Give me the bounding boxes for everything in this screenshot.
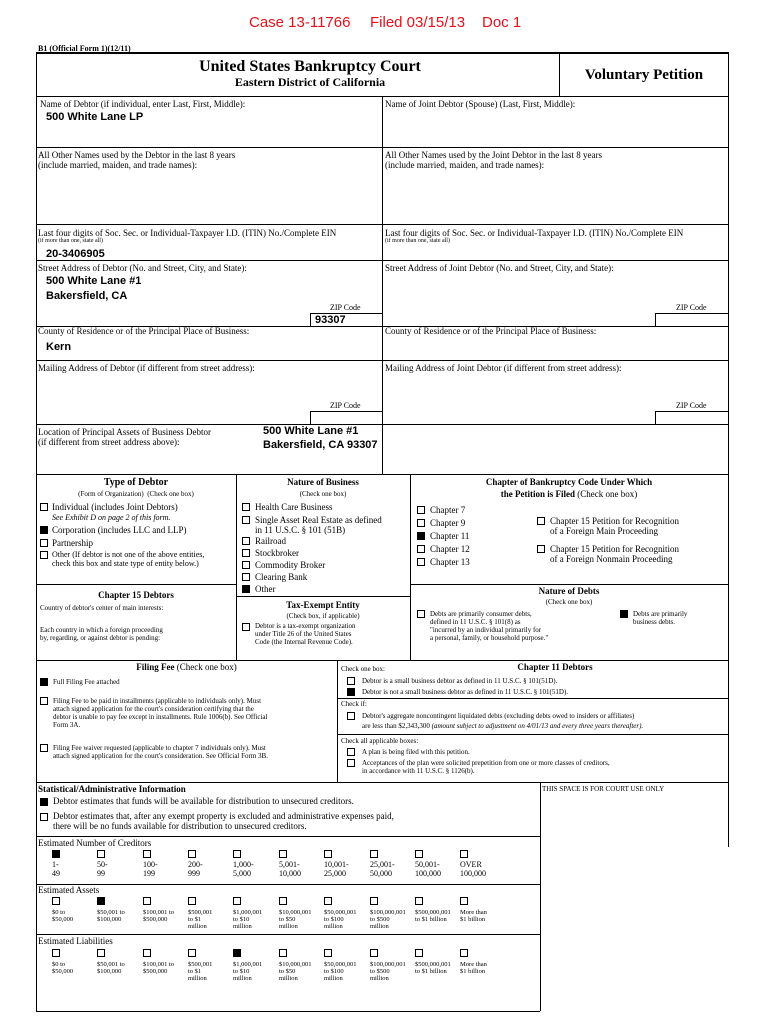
assets-option-label: $500,001 to $1 million: [188, 909, 213, 931]
chapter-11-label: Chapter 11: [430, 531, 470, 541]
tax-exempt-title: Tax-Exempt Entity: [286, 600, 360, 610]
ch11-check-one: Check one box:: [341, 665, 385, 673]
small-business-label: Debtor is a small business debtor as defined in 11 U.S.C. § 101(51D).: [362, 677, 558, 685]
assets-checkbox[interactable]: [460, 897, 468, 905]
business-debts-checkbox[interactable]: [620, 610, 628, 618]
filed-date: Filed 03/15/13: [370, 14, 466, 31]
debtor-street-2[interactable]: Bakersfield, CA: [46, 290, 128, 302]
assets-label: Estimated Assets: [38, 885, 100, 895]
liabilities-option-label: $100,001 to $500,000: [143, 961, 175, 976]
other-entity-label: Other (If debtor is not one of the above entities, check this box and state type of entity below.): [52, 550, 205, 569]
liabilities-checkbox[interactable]: [279, 949, 287, 957]
type-of-debtor-title: Type of Debtor: [103, 477, 169, 488]
creditors-option-label: 200- 999: [188, 860, 203, 878]
installments-checkbox[interactable]: [40, 697, 48, 705]
liabilities-checkbox[interactable]: [460, 949, 468, 957]
location-2[interactable]: Bakersfield, CA 93307: [263, 439, 378, 451]
liabilities-checkbox[interactable]: [97, 949, 105, 957]
doc-number: Doc 1: [482, 14, 522, 31]
chapter15-each-country-label: Each country in which a foreign proceeding by, regarding, or against debtor is pending:: [40, 626, 163, 643]
aggregate-debts-line2-wrap: [362, 722, 643, 730]
creditors-checkbox[interactable]: [324, 850, 332, 858]
creditors-option-label: 50- 99: [97, 860, 108, 878]
chapter15-title: Chapter 15 Debtors: [98, 590, 174, 600]
nature-business-subtitle: (Check one box): [299, 490, 347, 498]
other-business-label: Other: [255, 584, 276, 594]
debtor-street-label: Street Address of Debtor (No. and Street, City, and State):: [38, 263, 247, 273]
liabilities-option-label: More than $1 billion: [460, 961, 487, 976]
creditors-option-label: 100- 199: [143, 860, 158, 878]
plan-filed-checkbox[interactable]: [347, 748, 355, 756]
district-name: Eastern District of California: [234, 75, 386, 89]
filing-fee-title: Filing Fee: [136, 662, 175, 672]
check-if-label: Check if:: [341, 700, 367, 708]
assets-option-label: $50,001 to $100,000: [97, 909, 125, 924]
single-asset-checkbox[interactable]: [242, 516, 250, 524]
assets-option-label: More than $1 billion: [460, 909, 487, 924]
liabilities-option-label: $500,001 to $1 million: [188, 961, 213, 983]
tax-exempt-checkbox[interactable]: [242, 623, 250, 631]
chapter-code-subtitle-wrap: [410, 489, 728, 499]
exhibit-d-note: See Exhibit D on page 2 of this form.: [52, 513, 171, 522]
creditors-option-label: 1,000- 5,000: [233, 860, 254, 878]
case-number: Case 13-11766: [249, 14, 351, 31]
form-id: B1 (Official Form 1)(12/11): [38, 44, 131, 53]
joint-county-label: County of Residence or of the Principal Place of Business:: [385, 326, 597, 336]
stockbroker-checkbox[interactable]: [242, 549, 250, 557]
chapter15-main-label: Chapter 15 Petition for Recognition of a Foreign Main Proceeding: [550, 516, 679, 537]
type-of-debtor-subtitle: (Form of Organization) (Check one box): [78, 490, 194, 498]
debtor-mailing-label: Mailing Address of Debtor (if different from street address):: [38, 363, 255, 373]
debtor-name[interactable]: 500 White Lane LP: [46, 111, 144, 123]
joint-ein-label: Last four digits of Soc. Sec. or Individual-Taxpayer I.D. (ITIN) No./Complete EIN: [385, 228, 684, 238]
liabilities-checkbox[interactable]: [233, 949, 241, 957]
creditors-checkbox[interactable]: [370, 850, 378, 858]
liabilities-checkbox[interactable]: [370, 949, 378, 957]
no-funds-checkbox[interactable]: [40, 813, 48, 821]
chapter15-main-checkbox[interactable]: [537, 517, 545, 525]
debtor-other-names-label: All Other Names used by the Debtor in the last 8 years (include married, maiden, and trade names):: [38, 150, 236, 171]
joint-zip-label: ZIP Code: [676, 303, 707, 312]
partnership-label: Partnership: [52, 538, 93, 548]
debtor-mailing-zip-label: ZIP Code: [330, 401, 361, 410]
corporation-label: Corporation (includes LLC and LLP): [52, 525, 187, 535]
liabilities-option-label: $500,000,001 to $1 billion: [415, 961, 451, 976]
joint-mailing-zip-label: ZIP Code: [676, 401, 707, 410]
partnership-checkbox[interactable]: [40, 539, 48, 547]
chapter15-nonmain-label: Chapter 15 Petition for Recognition of a Foreign Nonmain Proceeding: [550, 544, 679, 565]
chapter-11-checkbox[interactable]: [417, 532, 425, 540]
clearing-bank-checkbox[interactable]: [242, 573, 250, 581]
joint-ein-note: (if more than one, state all): [385, 238, 450, 244]
creditors-checkbox[interactable]: [52, 850, 60, 858]
chapter-code-title: Chapter of Bankruptcy Code Under Which: [485, 477, 653, 487]
liabilities-option-label: $1,000,001 to $10 million: [233, 961, 263, 983]
chapter-7-label: Chapter 7: [430, 505, 466, 515]
liabilities-option-label: $0 to $50,000: [52, 961, 74, 976]
commodity-broker-label: Commodity Broker: [255, 560, 326, 570]
waiver-checkbox[interactable]: [40, 744, 48, 752]
court-use-label: THIS SPACE IS FOR COURT USE ONLY: [542, 785, 665, 793]
debtor-ein-note: (if more than one, state all): [38, 238, 103, 244]
creditors-checkbox[interactable]: [97, 850, 105, 858]
location-1[interactable]: 500 White Lane #1: [263, 425, 359, 437]
creditors-option-label: 25,001- 50,000: [370, 860, 395, 878]
creditors-label: Estimated Number of Creditors: [38, 838, 152, 848]
aggregate-debts-label: Debtor's aggregate noncontingent liquidated debts (excluding debts owed to insiders or affiliates): [362, 712, 635, 720]
creditors-option-label: 10,001- 25,000: [324, 860, 349, 878]
creditors-checkbox[interactable]: [188, 850, 196, 858]
acceptances-label: Acceptances of the plan were solicited prepetition from one or more classes of creditors, in accordance with 11 U.S.C. § 1126(b).: [362, 759, 610, 776]
funds-available-label: Debtor estimates that funds will be available for distribution to unsecured creditors.: [53, 796, 354, 806]
chapter-9-label: Chapter 9: [430, 518, 466, 528]
chapter15-nonmain-checkbox[interactable]: [537, 545, 545, 553]
railroad-label: Railroad: [255, 536, 286, 546]
assets-checkbox[interactable]: [188, 897, 196, 905]
creditors-option-label: 50,001- 100,000: [415, 860, 441, 878]
creditors-checkbox[interactable]: [143, 850, 151, 858]
filing-fee-title-wrap: [36, 662, 337, 672]
assets-option-label: $0 to $50,000: [52, 909, 74, 924]
assets-option-label: $50,000,001 to $100 million: [324, 909, 357, 931]
single-asset-label: Single Asset Real Estate as defined in 11 U.S.C. § 101 (51B): [255, 515, 382, 536]
chapter-13-checkbox[interactable]: [417, 558, 425, 566]
debtor-zip[interactable]: 93307: [315, 314, 346, 326]
consumer-debts-label: Debts are primarily consumer debts, defined in 11 U.S.C. § 101(8) as "incurred by an individual primarily for a personal, family, or household purpose.": [430, 610, 549, 643]
creditors-checkbox[interactable]: [460, 850, 468, 858]
nature-debts-subtitle: (Check one box): [545, 598, 593, 606]
chapter-12-checkbox[interactable]: [417, 545, 425, 553]
waiver-label: Filing Fee waiver requested (applicable to chapter 7 individuals only). Must attach signed application for the court's consideration. See Official Form 3B.: [53, 744, 268, 761]
full-fee-label: Full Filing Fee attached: [53, 678, 120, 686]
individual-label: Individual (includes Joint Debtors): [52, 502, 178, 512]
other-business-checkbox[interactable]: [242, 585, 250, 593]
assets-checkbox[interactable]: [97, 897, 105, 905]
assets-option-label: $10,000,001 to $50 million: [279, 909, 312, 931]
liabilities-checkbox[interactable]: [52, 949, 60, 957]
creditors-checkbox[interactable]: [415, 850, 423, 858]
funds-available-checkbox[interactable]: [40, 798, 48, 806]
stockbroker-label: Stockbroker: [255, 548, 299, 558]
liabilities-checkbox[interactable]: [415, 949, 423, 957]
stats-title: Statistical/Administrative Information: [38, 784, 186, 794]
joint-other-names-label: All Other Names used by the Joint Debtor in the last 8 years (include married, maiden, and trade names):: [385, 150, 602, 171]
full-fee-checkbox[interactable]: [40, 678, 48, 686]
location-label: Location of Principal Assets of Business Debtor (if different from street address above):: [38, 427, 211, 448]
creditors-checkbox[interactable]: [279, 850, 287, 858]
other-entity-checkbox[interactable]: [40, 551, 48, 559]
chapter15-country-label: Country of debtor's center of main interests:: [40, 604, 164, 612]
creditors-option-label: 1- 49: [52, 860, 60, 878]
nature-debts-title: Nature of Debts: [538, 586, 600, 596]
ch11-title: Chapter 11 Debtors: [517, 662, 593, 672]
filing-fee-note: (Check one box): [176, 662, 237, 672]
small-business-checkbox[interactable]: [347, 677, 355, 685]
corporation-checkbox[interactable]: [40, 526, 48, 534]
health-care-checkbox[interactable]: [242, 503, 250, 511]
court-name: United States Bankruptcy Court: [199, 58, 421, 75]
assets-option-label: $500,000,001 to $1 billion: [415, 909, 451, 924]
assets-checkbox[interactable]: [415, 897, 423, 905]
debtor-ein-label: Last four digits of Soc. Sec. or Individual-Taxpayer I.D. (ITIN) No./Complete EIN: [38, 228, 337, 238]
installments-label: Filing Fee to be paid in installments (applicable to individuals only). Must attach signed application for the court's consideration certifying that the debtor is unable to pay fee except in installments. Rule 1006(b). See Official Form 3A.: [53, 697, 268, 730]
liabilities-option-label: $10,000,001 to $50 million: [279, 961, 312, 983]
tax-exempt-subtitle: (Check box, if applicable): [286, 612, 360, 620]
not-small-business-checkbox[interactable]: [347, 688, 355, 696]
assets-checkbox[interactable]: [279, 897, 287, 905]
debtor-county[interactable]: Kern: [46, 341, 72, 353]
individual-checkbox[interactable]: [40, 503, 48, 511]
debtor-name-label: Name of Debtor (if individual, enter Last, First, Middle):: [40, 99, 246, 109]
assets-checkbox[interactable]: [370, 897, 378, 905]
chapter-13-label: Chapter 13: [430, 557, 470, 567]
chapter-9-checkbox[interactable]: [417, 519, 425, 527]
chapter-12-label: Chapter 12: [430, 544, 470, 554]
liabilities-checkbox[interactable]: [188, 949, 196, 957]
liabilities-label: Estimated Liabilities: [38, 936, 113, 946]
aggregate-debts-note: (amount subject to adjustment on 4/01/13 and every three years thereafter).: [431, 722, 644, 730]
joint-mailing-label: Mailing Address of Joint Debtor (if different from street address):: [385, 363, 622, 373]
assets-option-label: $100,000,001 to $500 million: [370, 909, 406, 931]
joint-street-label: Street Address of Joint Debtor (No. and Street, City, and State):: [385, 263, 614, 273]
assets-checkbox[interactable]: [233, 897, 241, 905]
liabilities-option-label: $100,000,001 to $500 million: [370, 961, 406, 983]
petition-type: Voluntary Petition: [584, 67, 704, 83]
health-care-label: Health Care Business: [255, 502, 333, 512]
chapter-code-note: (Check one box): [577, 489, 638, 499]
aggregate-debts-amount: are less than $2,343,300: [362, 722, 432, 730]
plan-filed-label: A plan is being filed with this petition.: [362, 748, 470, 756]
assets-checkbox[interactable]: [324, 897, 332, 905]
joint-name-label: Name of Joint Debtor (Spouse) (Last, First, Middle):: [385, 99, 576, 109]
debtor-street-1[interactable]: 500 White Lane #1: [46, 275, 142, 287]
liabilities-checkbox[interactable]: [143, 949, 151, 957]
chapter-code-title2: the Petition is Filed: [500, 489, 575, 499]
business-debts-label: Debts are primarily business debts.: [633, 610, 688, 627]
commodity-broker-checkbox[interactable]: [242, 561, 250, 569]
debtor-zip-label: ZIP Code: [330, 303, 361, 312]
assets-option-label: $100,001 to $500,000: [143, 909, 175, 924]
clearing-bank-label: Clearing Bank: [255, 572, 308, 582]
creditors-checkbox[interactable]: [233, 850, 241, 858]
not-small-business-label: Debtor is not a small business debtor as defined in 11 U.S.C. § 101(51D).: [362, 688, 569, 696]
assets-option-label: $1,000,001 to $10 million: [233, 909, 263, 931]
debtor-ein[interactable]: 20-3406905: [46, 248, 105, 260]
debtor-county-label: County of Residence or of the Principal Place of Business:: [38, 326, 250, 336]
acceptances-checkbox[interactable]: [347, 759, 355, 767]
aggregate-debts-checkbox[interactable]: [347, 712, 355, 720]
consumer-debts-checkbox[interactable]: [417, 610, 425, 618]
no-funds-label: Debtor estimates that, after any exempt property is excluded and administrative expenses paid, there will be no funds available for distribution to unsecured creditors.: [53, 811, 394, 832]
check-all-label: Check all applicable boxes:: [341, 737, 419, 745]
liabilities-option-label: $50,001 to $100,000: [97, 961, 125, 976]
railroad-checkbox[interactable]: [242, 537, 250, 545]
nature-business-title: Nature of Business: [287, 477, 359, 487]
chapter-7-checkbox[interactable]: [417, 506, 425, 514]
tax-exempt-text: Debtor is a tax-exempt organization under Title 26 of the United States Code (the Internal Revenue Code).: [255, 622, 356, 647]
assets-checkbox[interactable]: [143, 897, 151, 905]
creditors-option-label: OVER 100,000: [460, 860, 486, 878]
assets-checkbox[interactable]: [52, 897, 60, 905]
liabilities-option-label: $50,000,001 to $100 million: [324, 961, 357, 983]
creditors-option-label: 5,001- 10,000: [279, 860, 301, 878]
liabilities-checkbox[interactable]: [324, 949, 332, 957]
